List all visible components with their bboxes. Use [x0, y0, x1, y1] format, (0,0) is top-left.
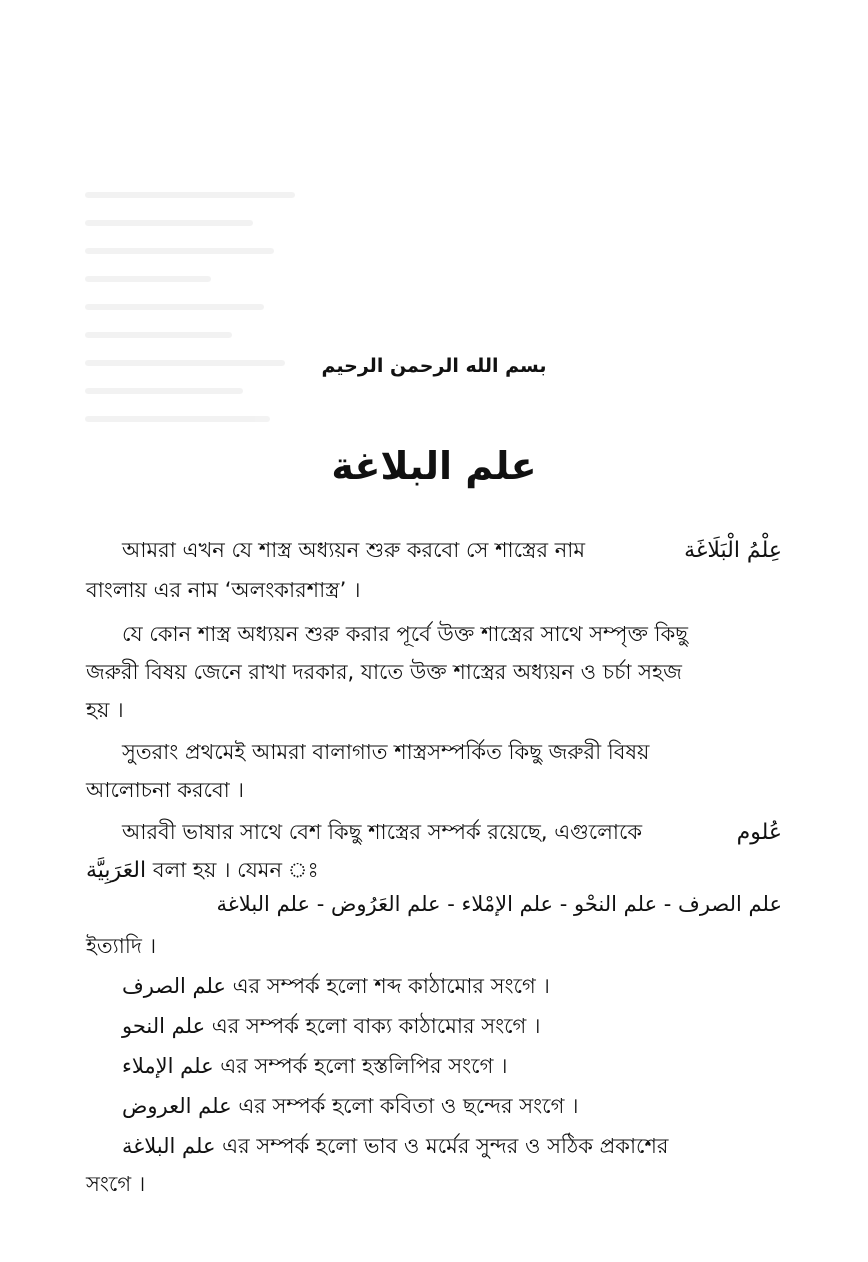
arabic-term: علم النحو [122, 1014, 206, 1038]
relation-text: এর সম্পর্ক হলো শব্দ কাঠামোর সংগে । [232, 974, 550, 998]
relation-line-2 [122, 1010, 541, 1045]
arabic-term: علم الصرف [122, 974, 226, 998]
relation-text: এর সম্পর্ক হলো ভাব ও মর্মের সুন্দর ও সঠিক প্রকাশের [222, 1134, 669, 1158]
paragraph-text: আমরা এখন যে শাস্ত্র অধ্যয়ন শুরু করবো সে শাস্ত্রের নাম [122, 538, 585, 562]
relation-text: এর সম্পর্ক হলো বাক্য কাঠামোর সংগে । [211, 1014, 541, 1038]
paragraph-text: বাংলায় এর নাম ‘অলংকারশাস্ত্র’ । [86, 578, 361, 602]
arabic-term: عِلْمُ الْبَلَاغَة [684, 538, 782, 563]
relation-line-4 [122, 1090, 579, 1125]
paragraph-text: বলা হয় । যেমন ঃ [152, 858, 319, 882]
arabic-term: العَرَبِيَّة [86, 858, 147, 883]
arabic-term: علم العروض [122, 1094, 232, 1118]
arabic-term: علم البلاغة [122, 1134, 216, 1158]
bismillah-heading: بسم الله الرحمن الرحيم [321, 355, 547, 377]
paragraph-1 [122, 534, 782, 569]
relation-text: এর সম্পর্ক হলো কবিতা ও ছন্দের সংগে । [238, 1094, 579, 1118]
paragraph-text: আরবী ভাষার সাথে বেশ কিছু শাস্ত্রের সম্পর্ক রয়েছে, এগুলোকে [122, 820, 643, 844]
relation-line-1 [122, 970, 550, 1005]
paragraph-4-line-1 [122, 816, 782, 851]
paragraph-text: ইত্যাদি । [86, 934, 157, 958]
paragraph-4-line-2 [86, 854, 319, 889]
relation-text: সংগে । [86, 1172, 146, 1196]
arabic-list-line: علم الصرف - علم النحْو - علم الإمْلاء - علم العَرُوض - علم البلاغة [216, 892, 782, 916]
arabic-term: علم الإملاء [122, 1054, 214, 1078]
paragraph-text: আলোচনা করবো । [86, 778, 244, 802]
paragraph-text: যে কোন শাস্ত্র অধ্যয়ন শুরু করার পূর্বে উক্ত শাস্ত্রের সাথে সম্পৃক্ত কিছু [122, 622, 688, 646]
paragraph-text: হয় । [86, 698, 124, 722]
page-title: علم البلاغة [331, 444, 537, 488]
relation-text: এর সম্পর্ক হলো হস্তলিপির সংগে । [220, 1054, 508, 1078]
arabic-term: عُلوم [736, 820, 782, 845]
relation-line-5 [122, 1130, 668, 1165]
relation-line-3 [122, 1050, 508, 1085]
paragraph-text: সুতরাং প্রথমেই আমরা বালাগাত শাস্ত্রসম্পর্কিত কিছু জরুরী বিষয় [122, 740, 650, 764]
paragraph-text: জরুরী বিষয় জেনে রাখা দরকার, যাতে উক্ত শাস্ত্রের অধ্যয়ন ও চর্চা সহজ [86, 660, 682, 684]
